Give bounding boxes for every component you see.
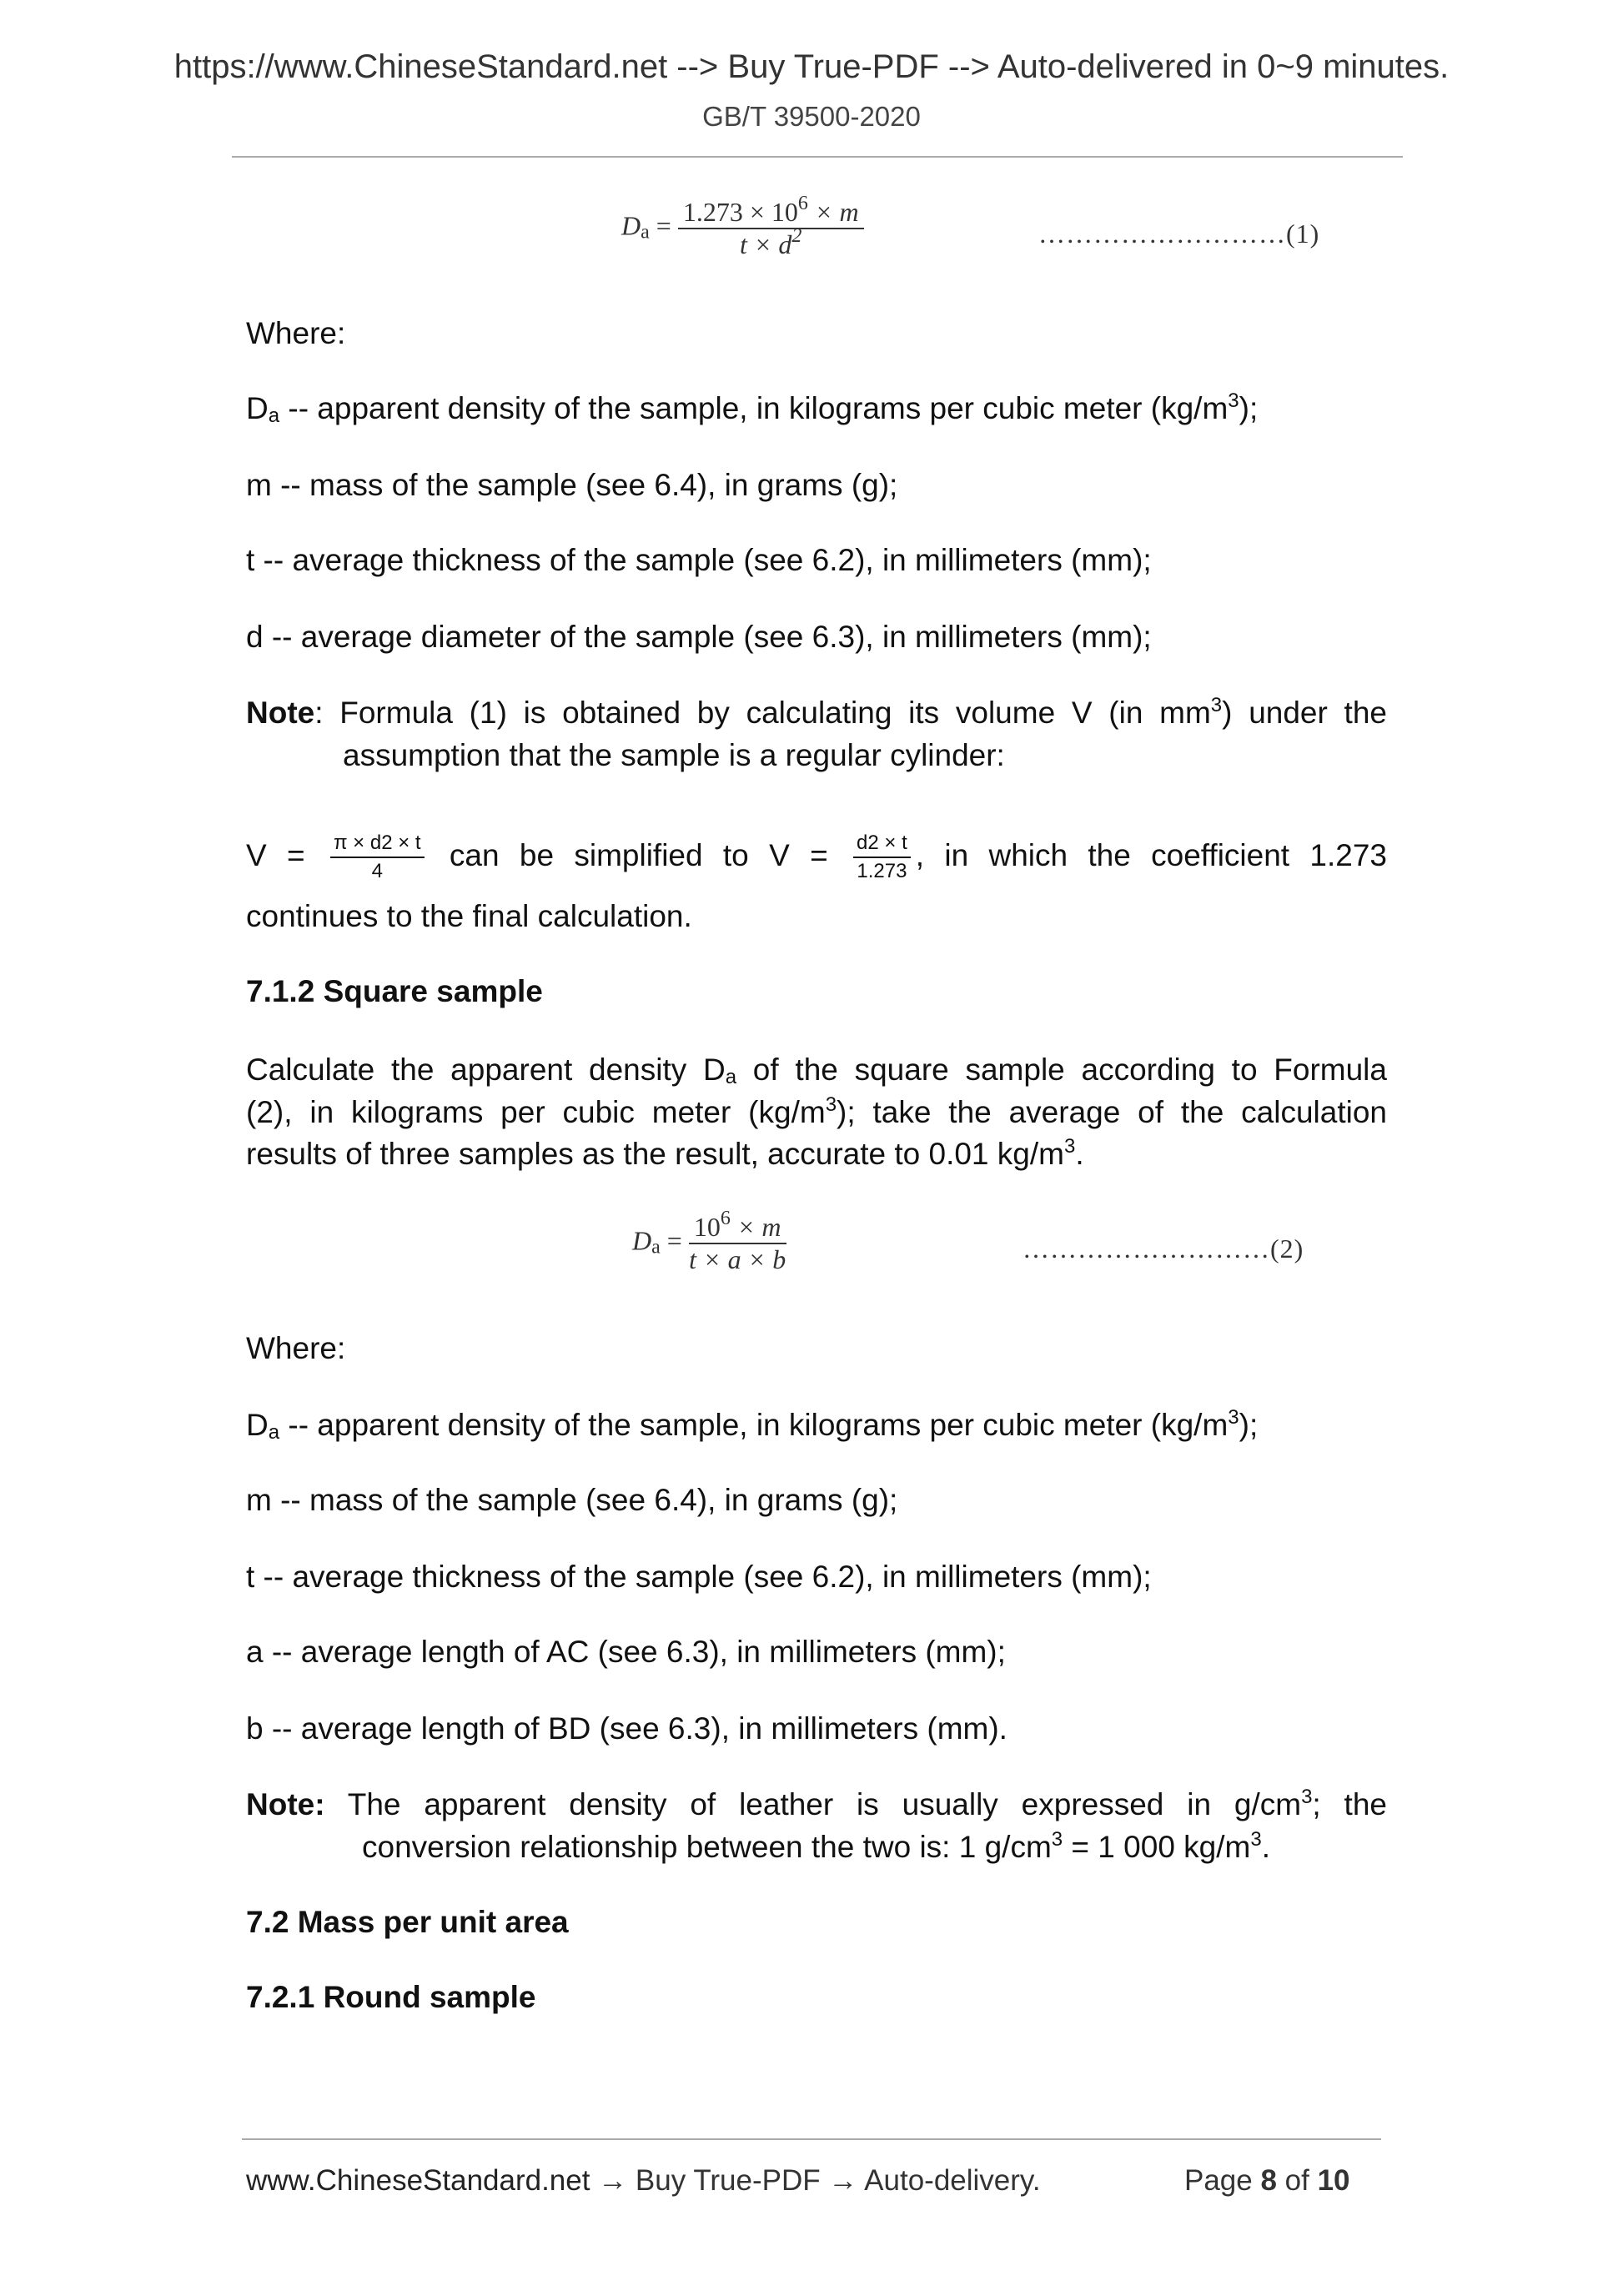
formula-2-number: ………………………(2) bbox=[1023, 1233, 1304, 1264]
volume-line2: continues to the final calculation. bbox=[246, 899, 692, 933]
definition-m: m -- mass of the sample (see 6.4), in grams (g); bbox=[246, 468, 898, 502]
section-7-2-1-heading: 7.2.1 Round sample bbox=[246, 1980, 536, 2014]
para-7-1-2-l3: results of three samples as the result, accurate to 0.01 $kg/m^3$. bbox=[246, 1135, 1084, 1171]
header-rule bbox=[232, 156, 1403, 158]
para-7-1-2-l1: Calculate the apparent density $D_a$ of the square sample according to Formula bbox=[246, 1053, 1387, 1088]
formula-lhs-sub: a bbox=[641, 221, 650, 244]
note-2-line2: conversion relationship between the two is: 1 $g/cm^3 = 1$ 000 $kg/m^3$. bbox=[362, 1828, 1270, 1864]
header-url: https://www.ChineseStandard.net --> Buy True-PDF --> Auto-delivered in 0~9 minutes. bbox=[173, 48, 1450, 85]
section-7-1-2-heading: 7.1.2 Square sample bbox=[246, 974, 543, 1008]
definition-m: m -- mass of the sample (see 6.4), in grams (g); bbox=[246, 1483, 898, 1517]
definition-b: b -- average length of BD (see 6.3), in millimeters (mm). bbox=[246, 1711, 1007, 1746]
volume-formula-line: V = $\frac{\pi \times d2 \times t}{4}$ can be simplified to V = $\frac{d2 \times t}{1.273}$ , in which the coefficient 1.273 bbox=[246, 831, 1387, 883]
definition-t: t -- average thickness of the sample (see 6.2), in millimeters (mm); bbox=[246, 1560, 1152, 1594]
footer-rule bbox=[242, 2138, 1381, 2140]
where-label: Where: bbox=[246, 1331, 346, 1365]
para-7-1-2-l2: (2), in kilograms per cubic meter $(kg/m^3)$; take the average of the calculation bbox=[246, 1093, 1387, 1129]
definition-da: $D_a$ -- apparent density of the sample, in kilograms per cubic meter $(kg/m^3)$; bbox=[246, 1406, 1259, 1444]
numerator: 1.273 × 10 bbox=[682, 197, 798, 227]
numerator-tail: × m bbox=[807, 197, 859, 227]
exp: 6 bbox=[797, 193, 808, 214]
definition-t: t -- average thickness of the sample (see 6.2), in millimeters (mm); bbox=[246, 543, 1152, 577]
footer-link[interactable]: www.ChineseStandard.net bbox=[246, 2164, 590, 2197]
definition-a: a -- average length of AC (see 6.3), in millimeters (mm); bbox=[246, 1635, 1006, 1669]
denominator: t × d bbox=[739, 229, 792, 259]
page-number: Page 8 of 10 bbox=[1184, 2164, 1350, 2197]
definition-d: d -- average diameter of the sample (see 6.3), in millimeters (mm); bbox=[246, 620, 1152, 654]
formula-1: $D_a$ = $\frac{1.273 \times 10^6 \times m}{t \times d^2}$ bbox=[621, 197, 864, 260]
note-1-line2: assumption that the sample is a regular cylinder: bbox=[343, 738, 1005, 772]
standard-number: GB/T 39500-2020 bbox=[702, 101, 921, 132]
note-1: Note: Formula (1) is obtained by calculating its volume V (in $mm^3$) under the bbox=[246, 694, 1387, 730]
formula-2: $D_a$ = $\frac{10^6 \times m}{t \times a \times b}$ bbox=[632, 1208, 786, 1274]
formula-1-number: ………………………(1) bbox=[1038, 219, 1320, 249]
where-label: Where: bbox=[246, 316, 346, 350]
section-7-2-heading: 7.2 Mass per unit area bbox=[246, 1905, 569, 1939]
definition-da: $D_a$ -- apparent density of the sample, in kilograms per cubic meter $(kg/m^3)$; bbox=[246, 389, 1259, 427]
footer: www.ChineseStandard.net → Buy True-PDF → Auto-delivery. bbox=[246, 2164, 1041, 2197]
exp: 2 bbox=[791, 225, 802, 247]
formula-lhs: D bbox=[621, 210, 641, 241]
note-2: Note: The apparent density of leather is usually expressed in $g/cm^3$; the bbox=[246, 1786, 1387, 1821]
